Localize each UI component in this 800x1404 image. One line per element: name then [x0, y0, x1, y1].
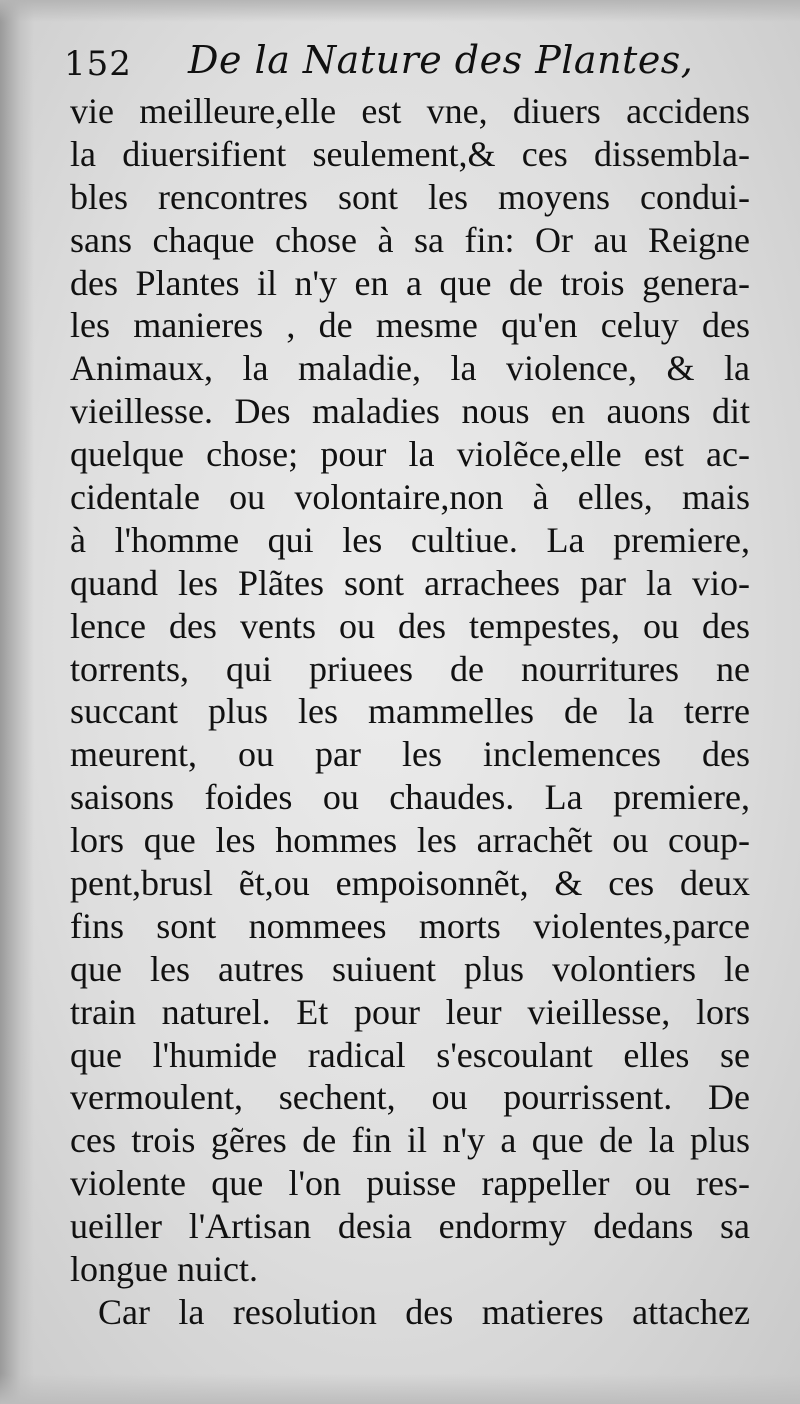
- text-line: succant plus les mammelles de la terre: [70, 691, 750, 732]
- text-line: la diuersifient seulement,& ces dissembla-: [70, 133, 750, 174]
- text-line: cidentale ou volontaire,non à elles, mais: [70, 477, 750, 518]
- text-body: [70, 90, 750, 1334]
- text-line: longue nuict.: [70, 1249, 258, 1290]
- text-line: violente que l'on puisse rappeller ou res-: [70, 1163, 750, 1204]
- text-line: saisons foides ou chaudes. La premiere,: [70, 777, 750, 818]
- text-line: pent,brusl ẽt,ou empoisonnẽt, & ces deux: [70, 863, 750, 904]
- page-number: 152: [64, 44, 132, 84]
- running-title: De la Nature des Plantes,: [188, 38, 694, 82]
- text-line: lence des vents ou des tempestes, ou des: [70, 605, 750, 646]
- text-line: des Plantes il n'y en a que de trois genera-: [70, 262, 750, 303]
- running-head: [64, 36, 754, 88]
- text-line: vie meilleure,elle est vne, diuers accidens: [70, 91, 750, 131]
- gutter-shadow: [0, 0, 34, 1404]
- text-line: meurent, ou par les inclemences des: [70, 734, 750, 775]
- text-line: fins sont nommees morts violentes,parce: [70, 905, 750, 946]
- text-line: train naturel. Et pour leur vieillesse, lors: [70, 991, 750, 1032]
- text-line: les manieres , de mesme qu'en celuy des: [70, 305, 750, 346]
- text-line: à l'homme qui les cultiue. La premiere,: [70, 519, 750, 560]
- text-line: ueiller l'Artisan desia endormy dedans sa: [70, 1206, 750, 1247]
- text-line: que l'humide radical s'escoulant elles se: [70, 1034, 750, 1075]
- bottom-edge-shadow: [0, 1374, 800, 1404]
- text-line: bles rencontres sont les moyens condui-: [70, 176, 750, 217]
- text-line: vermoulent, sechent, ou pourrissent. De: [70, 1077, 750, 1118]
- text-line: vieillesse. Des maladies nous en auons dit: [70, 391, 750, 432]
- text-line: sans chaque chose à sa fin: Or au Reigne: [70, 219, 750, 260]
- text-line: ces trois gẽres de fin il n'y a que de la plus: [70, 1120, 750, 1161]
- text-line: Animaux, la maladie, la violence, & la: [70, 348, 750, 389]
- text-line: quelque chose; pour la violẽce,elle est ac-: [70, 434, 750, 475]
- text-line: que les autres suiuent plus volontiers le: [70, 948, 750, 989]
- text-line: torrents, qui priuees de nourritures ne: [70, 648, 750, 689]
- text-line: Car la resolution des matieres attachez: [98, 1291, 750, 1332]
- text-line: lors que les hommes les arrachẽt ou coup-: [70, 820, 750, 861]
- text-line: quand les Plãtes sont arrachees par la vio-: [70, 562, 750, 603]
- top-edge-shadow: [0, 0, 800, 22]
